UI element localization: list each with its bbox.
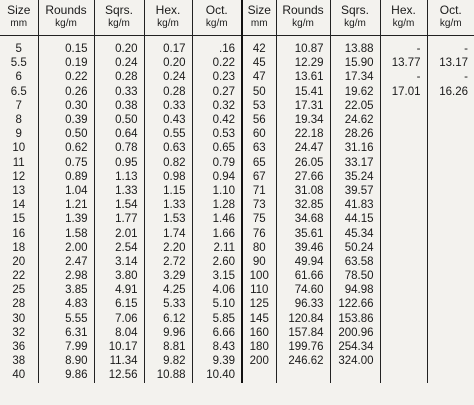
column-header-title: Oct. bbox=[205, 3, 228, 17]
table-cell: 0.65 bbox=[192, 141, 242, 155]
table-cell: 0.75 bbox=[38, 156, 94, 170]
column-header-title: Sqrs. bbox=[340, 3, 369, 17]
table-cell: 60 bbox=[242, 127, 276, 141]
column-header-unit: kg/m bbox=[292, 18, 314, 29]
table-cell: 0.30 bbox=[38, 99, 94, 113]
table-cell: 63 bbox=[242, 141, 276, 155]
table-row bbox=[0, 269, 474, 283]
table-cell: 0.22 bbox=[192, 56, 242, 70]
table-cell: 10.40 bbox=[192, 368, 242, 382]
table-cell: 0.33 bbox=[144, 99, 192, 113]
table-row bbox=[0, 70, 474, 84]
table-cell bbox=[380, 226, 427, 240]
table-cell: 18 bbox=[0, 241, 38, 255]
table-cell: 8.90 bbox=[38, 354, 94, 368]
table-cell: 5.33 bbox=[144, 297, 192, 311]
table-cell: 120.84 bbox=[276, 312, 330, 326]
table-cell bbox=[380, 241, 427, 255]
table-cell: 31.08 bbox=[276, 184, 330, 198]
table-cell bbox=[242, 368, 276, 382]
column-header bbox=[276, 0, 330, 36]
table-cell: 160 bbox=[242, 326, 276, 340]
table-cell: 32 bbox=[0, 326, 38, 340]
table-cell: 5.5 bbox=[0, 56, 38, 70]
table-cell: 1.66 bbox=[192, 226, 242, 240]
table-cell: 8.43 bbox=[192, 340, 242, 354]
table-cell: 1.58 bbox=[38, 226, 94, 240]
table-cell: 1.33 bbox=[144, 198, 192, 212]
table-row bbox=[0, 226, 474, 240]
table-cell: 9.96 bbox=[144, 326, 192, 340]
table-cell: 7.06 bbox=[94, 312, 144, 326]
column-header-title: Size bbox=[247, 3, 271, 17]
table-cell: 4.06 bbox=[192, 283, 242, 297]
table-cell: 20 bbox=[0, 255, 38, 269]
table-cell: 4.91 bbox=[94, 283, 144, 297]
table-cell bbox=[380, 141, 427, 155]
table-cell: 31.16 bbox=[330, 141, 380, 155]
table-cell bbox=[380, 198, 427, 212]
table-row bbox=[0, 255, 474, 269]
table-cell: 22 bbox=[0, 269, 38, 283]
table-cell: 76 bbox=[242, 226, 276, 240]
table-cell: 254.34 bbox=[330, 340, 380, 354]
table-cell: 4.25 bbox=[144, 283, 192, 297]
table-cell: 0.22 bbox=[38, 70, 94, 84]
column-header bbox=[144, 0, 192, 36]
table-cell: 0.17 bbox=[144, 36, 192, 57]
table-cell: 6.5 bbox=[0, 85, 38, 99]
table-cell: 3.85 bbox=[38, 283, 94, 297]
table-cell bbox=[380, 340, 427, 354]
table-cell: 15.41 bbox=[276, 85, 330, 99]
header-row bbox=[0, 0, 474, 36]
table-cell: 63.58 bbox=[330, 255, 380, 269]
table-cell: 17.31 bbox=[276, 99, 330, 113]
table-row bbox=[0, 340, 474, 354]
table-cell: - bbox=[380, 70, 427, 84]
table-cell bbox=[427, 368, 474, 382]
column-header-unit: kg/m bbox=[108, 18, 130, 29]
table-cell: 1.13 bbox=[94, 170, 144, 184]
table-row bbox=[0, 368, 474, 382]
table-cell: 1.10 bbox=[192, 184, 242, 198]
table-cell: 44.15 bbox=[330, 212, 380, 226]
table-cell: 41.83 bbox=[330, 198, 380, 212]
table-cell: 0.15 bbox=[38, 36, 94, 57]
column-header bbox=[94, 0, 144, 36]
table-cell: 14 bbox=[0, 198, 38, 212]
table-row bbox=[0, 36, 474, 57]
column-header bbox=[38, 0, 94, 36]
table-cell bbox=[427, 141, 474, 155]
column-header-title: Rounds bbox=[45, 3, 87, 17]
table-cell: 0.38 bbox=[94, 99, 144, 113]
table-cell: 12.56 bbox=[94, 368, 144, 382]
table-cell bbox=[380, 297, 427, 311]
table-row bbox=[0, 283, 474, 297]
table-cell: 49.94 bbox=[276, 255, 330, 269]
table-row bbox=[0, 156, 474, 170]
table-cell bbox=[427, 269, 474, 283]
table-cell: - bbox=[464, 71, 468, 84]
table-cell bbox=[427, 156, 474, 170]
table-row bbox=[0, 212, 474, 226]
table-cell: 78.50 bbox=[330, 269, 380, 283]
column-header-title: Size bbox=[7, 3, 31, 17]
table-cell: 12.29 bbox=[276, 56, 330, 70]
table-cell bbox=[427, 99, 474, 113]
table-cell: 1.54 bbox=[94, 198, 144, 212]
table-cell: 0.53 bbox=[192, 127, 242, 141]
table-cell bbox=[380, 156, 427, 170]
table-cell: 145 bbox=[242, 312, 276, 326]
column-header-unit: kg/m bbox=[205, 18, 228, 29]
table-cell: 39.46 bbox=[276, 241, 330, 255]
table-cell: 13.17 bbox=[439, 57, 468, 70]
table-cell: 65 bbox=[242, 156, 276, 170]
table-cell: 9.82 bbox=[144, 354, 192, 368]
table-cell: 5.55 bbox=[38, 312, 94, 326]
table-cell bbox=[427, 113, 474, 127]
table-cell: 35.61 bbox=[276, 226, 330, 240]
table-cell: 6.12 bbox=[144, 312, 192, 326]
table-cell: 50.24 bbox=[330, 241, 380, 255]
column-header bbox=[380, 0, 427, 36]
table-cell: 7.99 bbox=[38, 340, 94, 354]
table-cell: 0.28 bbox=[94, 70, 144, 84]
table-cell: 0.20 bbox=[144, 56, 192, 70]
table-cell: 0.43 bbox=[144, 113, 192, 127]
table-cell: 1.28 bbox=[192, 198, 242, 212]
column-header-title: Hex. bbox=[155, 3, 181, 17]
table-cell: 10 bbox=[0, 141, 38, 155]
table-cell bbox=[380, 99, 427, 113]
table-cell: 17.34 bbox=[330, 70, 380, 84]
table-cell: 1.74 bbox=[144, 226, 192, 240]
column-header bbox=[427, 0, 474, 36]
table-cell: 24.47 bbox=[276, 141, 330, 155]
table-cell: 246.62 bbox=[276, 354, 330, 368]
table-cell: 50 bbox=[242, 85, 276, 99]
table-cell: 200.96 bbox=[330, 326, 380, 340]
table-cell: 53 bbox=[242, 99, 276, 113]
table-cell bbox=[427, 212, 474, 226]
table-cell bbox=[427, 226, 474, 240]
table-cell: 0.62 bbox=[38, 141, 94, 155]
table-cell: 67 bbox=[242, 170, 276, 184]
table-cell: 2.60 bbox=[192, 255, 242, 269]
table-row bbox=[0, 297, 474, 311]
table-cell bbox=[380, 283, 427, 297]
table-cell: 19.34 bbox=[276, 113, 330, 127]
table-cell: 11 bbox=[0, 156, 38, 170]
table-cell bbox=[380, 127, 427, 141]
table-cell: 1.77 bbox=[94, 212, 144, 226]
table-row bbox=[0, 127, 474, 141]
table-cell: 0.64 bbox=[94, 127, 144, 141]
table-row bbox=[0, 312, 474, 326]
table-cell: 80 bbox=[242, 241, 276, 255]
table-cell bbox=[427, 297, 474, 311]
column-header bbox=[0, 0, 38, 36]
table-cell: 13.77 bbox=[380, 56, 427, 70]
table-body bbox=[0, 36, 474, 383]
table-cell: 15.90 bbox=[330, 56, 380, 70]
table-cell: 35.24 bbox=[330, 170, 380, 184]
table-cell: 45.34 bbox=[330, 226, 380, 240]
table-cell: 157.84 bbox=[276, 326, 330, 340]
table-cell: 2.54 bbox=[94, 241, 144, 255]
table-row bbox=[0, 56, 474, 70]
table-cell: 2.98 bbox=[38, 269, 94, 283]
table-cell: 4.83 bbox=[38, 297, 94, 311]
table-cell: 2.11 bbox=[192, 241, 242, 255]
column-header bbox=[192, 0, 242, 36]
table-cell: 0.95 bbox=[94, 156, 144, 170]
table-cell bbox=[380, 326, 427, 340]
table-cell: 15 bbox=[0, 212, 38, 226]
table-cell: 3.80 bbox=[94, 269, 144, 283]
table-cell: 5.10 bbox=[192, 297, 242, 311]
table-cell bbox=[380, 354, 427, 368]
column-header bbox=[330, 0, 380, 36]
table-cell: 22.05 bbox=[330, 99, 380, 113]
table-cell: 22.18 bbox=[276, 127, 330, 141]
table-cell: 153.86 bbox=[330, 312, 380, 326]
table-cell: 10.17 bbox=[94, 340, 144, 354]
table-cell bbox=[380, 269, 427, 283]
table-cell: 0.42 bbox=[192, 113, 242, 127]
table-cell bbox=[380, 113, 427, 127]
column-header-title: Hex. bbox=[391, 3, 416, 17]
table-cell: 5 bbox=[0, 36, 38, 57]
table-cell bbox=[427, 198, 474, 212]
table-cell: 71 bbox=[242, 184, 276, 198]
table-cell: 32.85 bbox=[276, 198, 330, 212]
column-header-title: Sqrs. bbox=[104, 3, 133, 17]
table-cell: - bbox=[464, 43, 468, 56]
table-cell: 74.60 bbox=[276, 283, 330, 297]
table-cell: 7 bbox=[0, 99, 38, 113]
table-cell: 1.53 bbox=[144, 212, 192, 226]
table-cell: 122.66 bbox=[330, 297, 380, 311]
table-cell: 2.72 bbox=[144, 255, 192, 269]
table-cell: 34.68 bbox=[276, 212, 330, 226]
table-cell: 90 bbox=[242, 255, 276, 269]
table-cell: 42 bbox=[242, 36, 276, 57]
table-cell: 0.63 bbox=[144, 141, 192, 155]
table-cell: 0.20 bbox=[94, 36, 144, 57]
table-cell: 25 bbox=[0, 283, 38, 297]
table-cell: 96.33 bbox=[276, 297, 330, 311]
table-cell: 0.50 bbox=[94, 113, 144, 127]
table-cell: 0.78 bbox=[94, 141, 144, 155]
table-cell bbox=[427, 255, 474, 269]
column-header-unit: mm bbox=[10, 18, 28, 29]
table-cell: 6.31 bbox=[38, 326, 94, 340]
table-cell: 75 bbox=[242, 212, 276, 226]
table-cell bbox=[380, 170, 427, 184]
table-cell: 10.87 bbox=[276, 36, 330, 57]
table-cell: 5.85 bbox=[192, 312, 242, 326]
column-header-unit: kg/m bbox=[392, 18, 415, 29]
table-cell: 28.26 bbox=[330, 127, 380, 141]
table-row bbox=[0, 198, 474, 212]
table-cell: 11.34 bbox=[94, 354, 144, 368]
table-row bbox=[0, 170, 474, 184]
table-cell: 9.86 bbox=[38, 368, 94, 382]
table-cell: 61.66 bbox=[276, 269, 330, 283]
table-cell bbox=[427, 184, 474, 198]
column-header-unit: kg/m bbox=[157, 18, 179, 29]
table-cell: 40 bbox=[0, 368, 38, 382]
table-cell: 1.33 bbox=[94, 184, 144, 198]
table-cell: 0.28 bbox=[144, 85, 192, 99]
column-header-title: Oct. bbox=[439, 3, 462, 17]
table-cell: 1.04 bbox=[38, 184, 94, 198]
table-cell: 6.66 bbox=[192, 326, 242, 340]
table-cell bbox=[380, 212, 427, 226]
table-cell: 16 bbox=[0, 226, 38, 240]
table-cell: 0.24 bbox=[144, 70, 192, 84]
table-cell: 1.21 bbox=[38, 198, 94, 212]
table-cell bbox=[427, 127, 474, 141]
table-cell: 45 bbox=[242, 56, 276, 70]
table-row bbox=[0, 85, 474, 99]
table-cell: 1.46 bbox=[192, 212, 242, 226]
table-cell: 2.00 bbox=[38, 241, 94, 255]
table-cell: 0.23 bbox=[192, 70, 242, 84]
table-cell bbox=[380, 255, 427, 269]
table-cell: 180 bbox=[242, 340, 276, 354]
table-cell: - bbox=[380, 36, 427, 57]
table-row bbox=[0, 326, 474, 340]
table-row bbox=[0, 354, 474, 368]
table-cell bbox=[427, 170, 474, 184]
table-cell: 9.39 bbox=[192, 354, 242, 368]
table-cell: 19.62 bbox=[330, 85, 380, 99]
table-cell: 199.76 bbox=[276, 340, 330, 354]
table-cell: 73 bbox=[242, 198, 276, 212]
table-cell: 200 bbox=[242, 354, 276, 368]
table-cell: 0.27 bbox=[192, 85, 242, 99]
table-row bbox=[0, 99, 474, 113]
table-cell: 39.57 bbox=[330, 184, 380, 198]
column-header-unit: kg/m bbox=[344, 18, 366, 29]
table-cell bbox=[380, 184, 427, 198]
table-cell: 110 bbox=[242, 283, 276, 297]
table-cell bbox=[427, 283, 474, 297]
table-cell: 1.39 bbox=[38, 212, 94, 226]
table-cell: .16 bbox=[192, 36, 242, 57]
table-cell: 17.01 bbox=[380, 85, 427, 99]
table-cell: 324.00 bbox=[330, 354, 380, 368]
table-cell: 0.19 bbox=[38, 56, 94, 70]
table-cell: 13.88 bbox=[330, 36, 380, 57]
table-cell: 0.26 bbox=[38, 85, 94, 99]
column-header-unit: mm bbox=[250, 18, 268, 29]
table-row bbox=[0, 141, 474, 155]
table-cell bbox=[427, 354, 474, 368]
table-cell: 2.01 bbox=[94, 226, 144, 240]
table-cell bbox=[427, 340, 474, 354]
table-cell: 6.15 bbox=[94, 297, 144, 311]
column-header bbox=[242, 0, 276, 36]
table-cell: 33.17 bbox=[330, 156, 380, 170]
table-cell bbox=[427, 312, 474, 326]
table-cell: 3.29 bbox=[144, 269, 192, 283]
table-cell: 0.50 bbox=[38, 127, 94, 141]
table-cell: 27.66 bbox=[276, 170, 330, 184]
column-header-title: Rounds bbox=[282, 3, 324, 17]
table-cell: 2.20 bbox=[144, 241, 192, 255]
table-cell bbox=[427, 241, 474, 255]
table-cell: 24.62 bbox=[330, 113, 380, 127]
table-cell: 1.15 bbox=[144, 184, 192, 198]
table-cell: 56 bbox=[242, 113, 276, 127]
table-cell: 8.04 bbox=[94, 326, 144, 340]
table-cell: 12 bbox=[0, 170, 38, 184]
table-cell: 38 bbox=[0, 354, 38, 368]
table-cell: 0.94 bbox=[192, 170, 242, 184]
table-cell: 10.88 bbox=[144, 368, 192, 382]
table-cell: 0.33 bbox=[94, 85, 144, 99]
table-cell: 0.82 bbox=[144, 156, 192, 170]
table-cell: 9 bbox=[0, 127, 38, 141]
table-cell: 13.61 bbox=[276, 70, 330, 84]
table-cell: 16.26 bbox=[439, 85, 468, 98]
table-cell bbox=[330, 368, 380, 382]
table-cell bbox=[276, 368, 330, 382]
table-cell: 6 bbox=[0, 70, 38, 84]
table-row bbox=[0, 184, 474, 198]
table-cell: 30 bbox=[0, 312, 38, 326]
table-cell: 94.98 bbox=[330, 283, 380, 297]
table-cell: 13 bbox=[0, 184, 38, 198]
table-row bbox=[0, 113, 474, 127]
table-cell: 3.14 bbox=[94, 255, 144, 269]
table-cell bbox=[380, 368, 427, 382]
table-cell: 26.05 bbox=[276, 156, 330, 170]
column-header-unit: kg/m bbox=[55, 18, 77, 29]
table-cell: 100 bbox=[242, 269, 276, 283]
table-cell: 3.15 bbox=[192, 269, 242, 283]
table-cell: 36 bbox=[0, 340, 38, 354]
table-cell: 0.55 bbox=[144, 127, 192, 141]
table-cell bbox=[380, 312, 427, 326]
table-cell: 8.81 bbox=[144, 340, 192, 354]
table-cell: 0.32 bbox=[192, 99, 242, 113]
table-cell: 28 bbox=[0, 297, 38, 311]
table-cell: 0.98 bbox=[144, 170, 192, 184]
table-cell: 0.89 bbox=[38, 170, 94, 184]
table-cell: 125 bbox=[242, 297, 276, 311]
table-cell: 0.79 bbox=[192, 156, 242, 170]
table-cell: 0.24 bbox=[94, 56, 144, 70]
table-row bbox=[0, 241, 474, 255]
table-cell bbox=[427, 326, 474, 340]
table-cell: 47 bbox=[242, 70, 276, 84]
table-cell: 2.47 bbox=[38, 255, 94, 269]
table-cell: 0.39 bbox=[38, 113, 94, 127]
column-header-unit: kg/m bbox=[439, 18, 462, 29]
table-cell: 8 bbox=[0, 113, 38, 127]
